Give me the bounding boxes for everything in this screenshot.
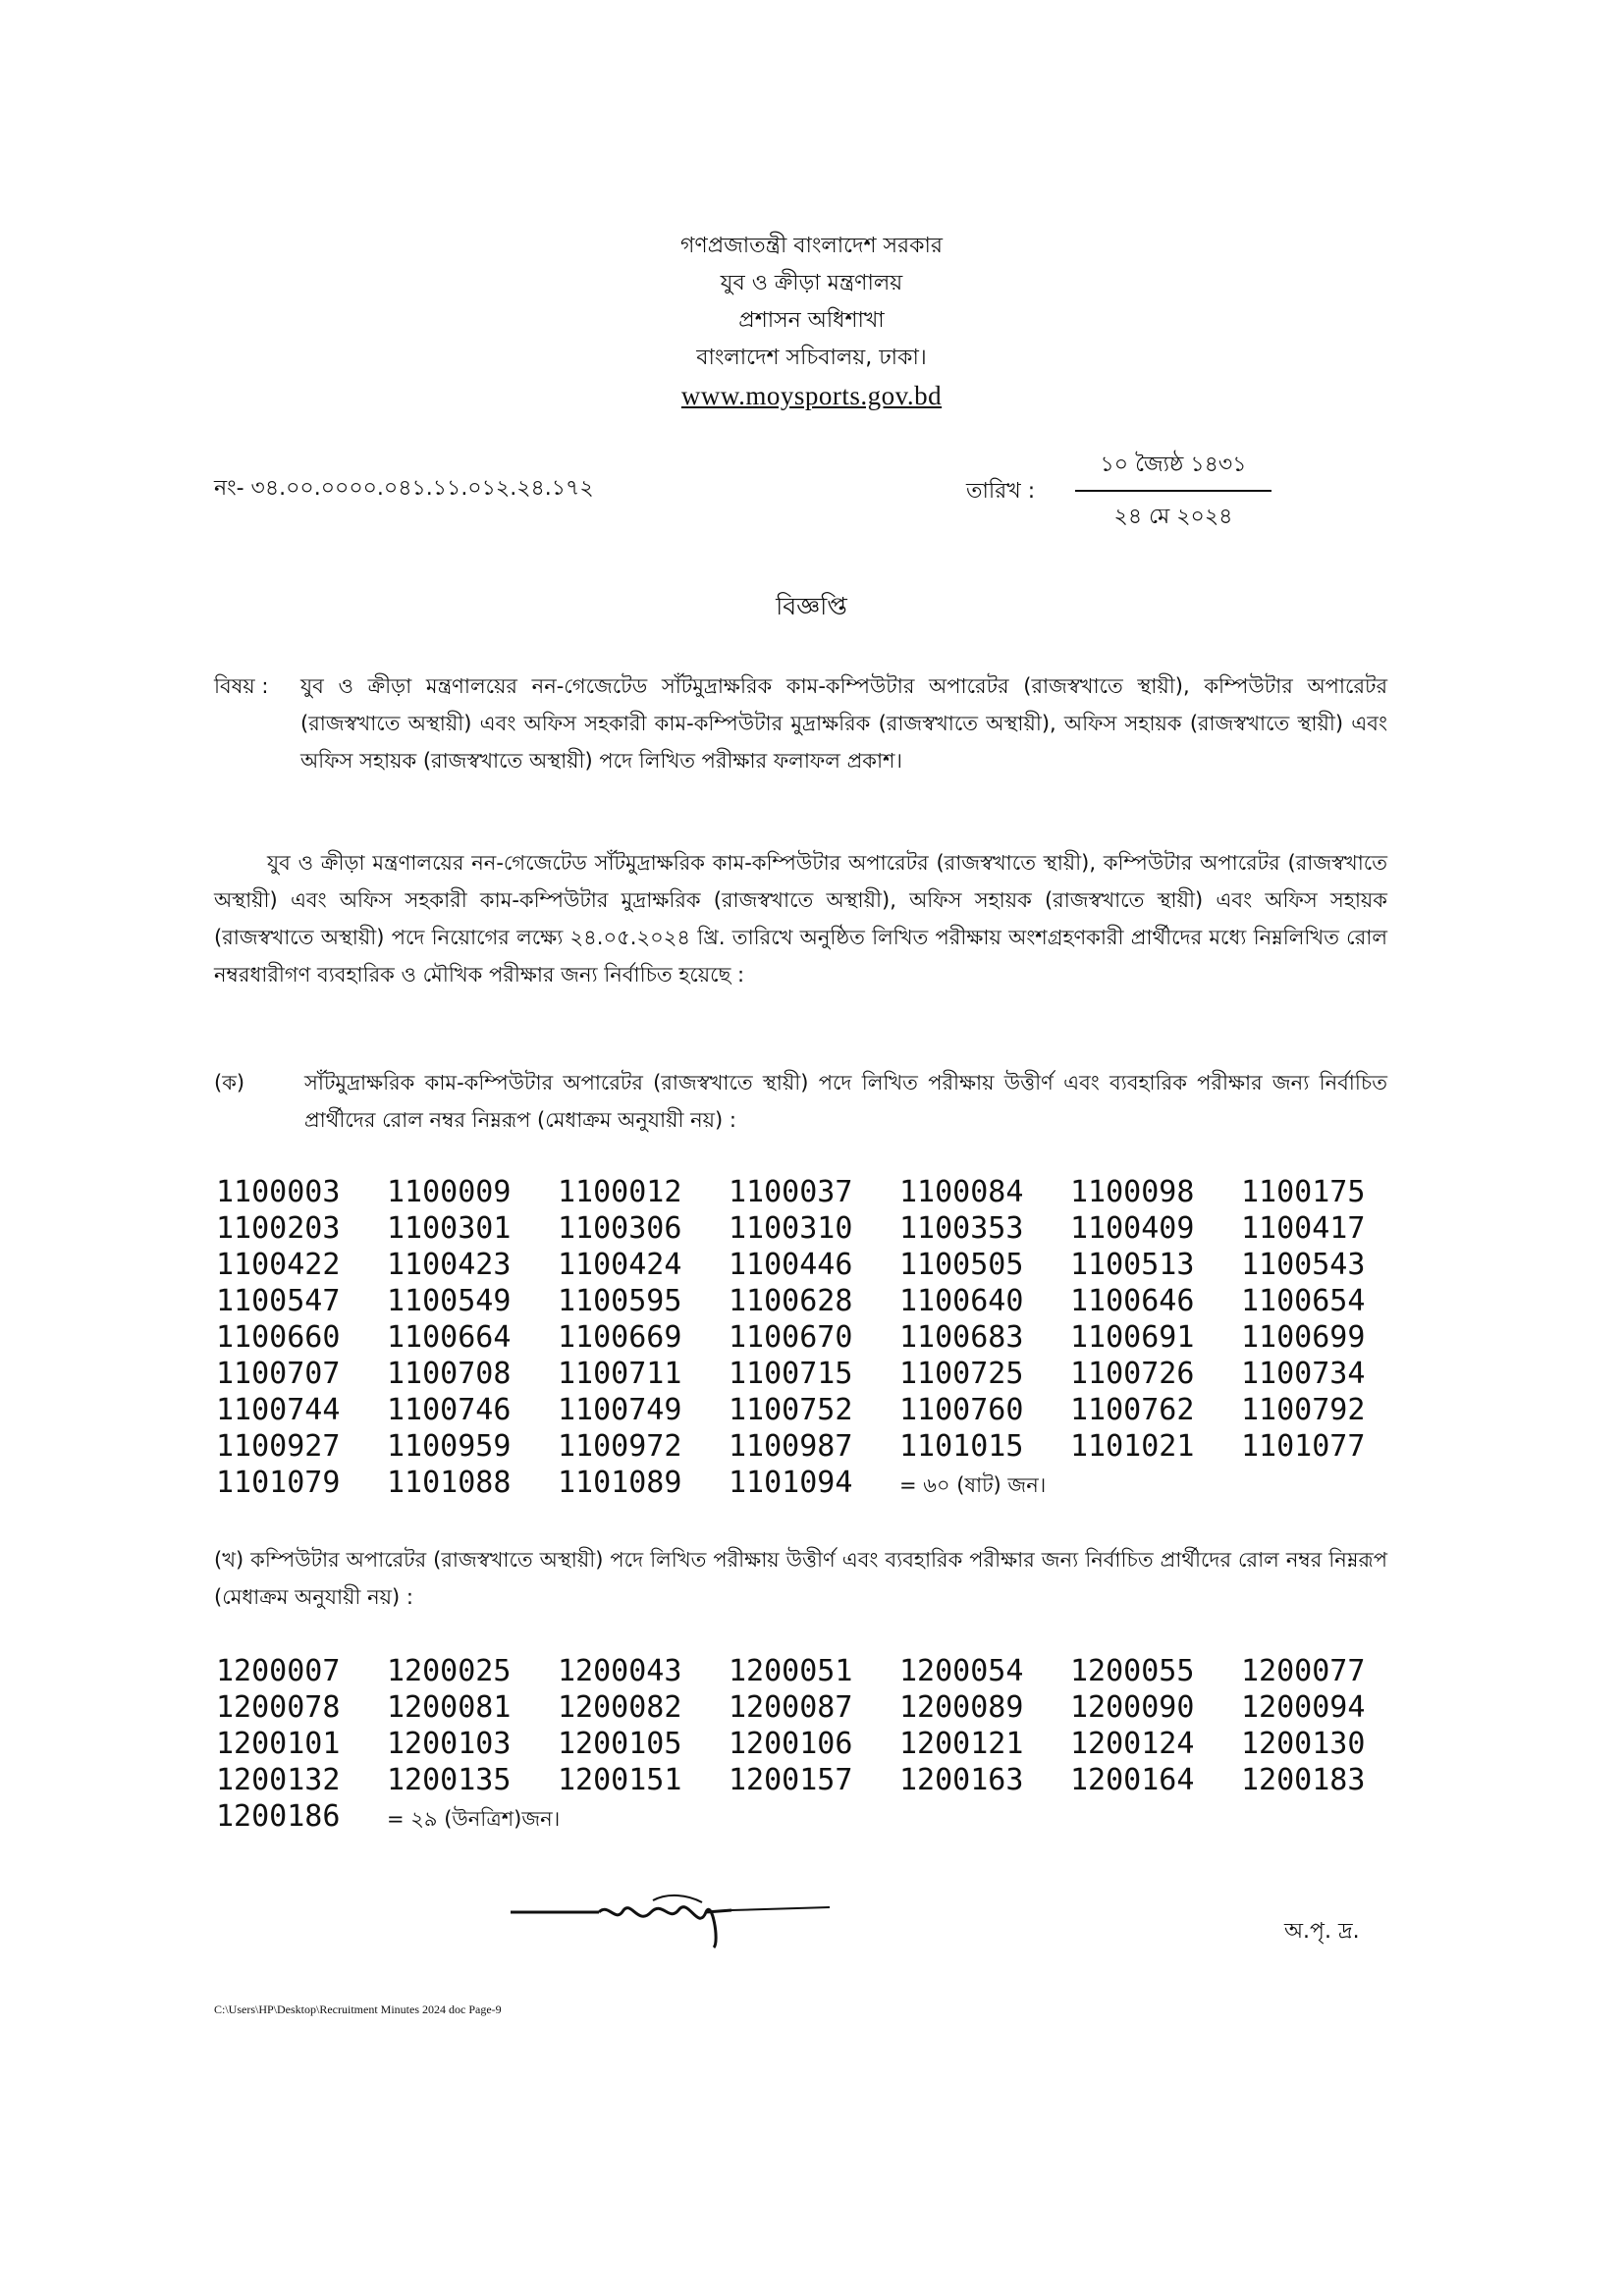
section-ka-roll-list	[216, 1174, 1394, 1504]
roll-number: 1100628	[729, 1284, 853, 1318]
roll-number: 1100301	[387, 1211, 512, 1246]
roll-grid	[216, 1174, 1394, 1465]
roll-number: 1100310	[729, 1211, 853, 1246]
roll-last-line	[216, 1798, 1394, 1838]
roll-number: 1200124	[1070, 1727, 1195, 1761]
roll-number: 1100927	[216, 1429, 341, 1464]
ministry-name: যুব ও ক্রীড়া মন্ত্রণালয়	[720, 271, 903, 295]
section-ka-heading	[214, 1064, 1387, 1139]
roll-number: 1101088	[387, 1466, 512, 1500]
roll-number: 1100353	[899, 1211, 1024, 1246]
roll-number: 1100744	[216, 1393, 341, 1427]
letterhead	[0, 228, 1623, 414]
roll-number: 1200132	[216, 1763, 341, 1797]
roll-number: 1100715	[729, 1357, 853, 1391]
roll-number: 1200157	[729, 1763, 853, 1797]
roll-number: 1100762	[1070, 1393, 1195, 1427]
roll-number: 1100691	[1070, 1320, 1195, 1355]
roll-number: 1101079	[216, 1466, 341, 1500]
roll-number: 1100699	[1241, 1320, 1366, 1355]
roll-number: 1200077	[1241, 1654, 1366, 1688]
roll-number: 1100792	[1241, 1393, 1366, 1427]
roll-number: 1200103	[387, 1727, 512, 1761]
roll-number: 1100752	[729, 1393, 853, 1427]
roll-number: 1200101	[216, 1727, 341, 1761]
subject-block	[214, 667, 1387, 779]
roll-number: 1200089	[899, 1690, 1024, 1725]
roll-number: 1100203	[216, 1211, 341, 1246]
roll-number: 1100424	[558, 1248, 682, 1282]
roll-last-line	[216, 1465, 1394, 1504]
roll-number: 1100646	[1070, 1284, 1195, 1318]
roll-number: 1100446	[729, 1248, 853, 1282]
section-kha-roll-list	[216, 1653, 1394, 1838]
roll-number: 1200135	[387, 1763, 512, 1797]
roll-number: 1200163	[899, 1763, 1024, 1797]
office-address: বাংলাদেশ সচিবালয়, ঢাকা।	[696, 346, 927, 370]
roll-number: 1100707	[216, 1357, 341, 1391]
roll-number: 1200078	[216, 1690, 341, 1725]
roll-number: 1100549	[387, 1284, 512, 1318]
notice-title: বিজ্ঞপ্তি	[776, 592, 847, 620]
roll-number: 1100505	[899, 1248, 1024, 1282]
roll-number: 1200051	[729, 1654, 853, 1688]
roll-number: 1200090	[1070, 1690, 1195, 1725]
roll-number: 1100009	[387, 1175, 512, 1209]
roll-number: 1100422	[216, 1248, 341, 1282]
roll-number: 1200055	[1070, 1654, 1195, 1688]
roll-number: 1100749	[558, 1393, 682, 1427]
roll-number: 1101015	[899, 1429, 1024, 1464]
roll-number: 1100543	[1241, 1248, 1366, 1282]
subject-label: বিষয় :	[214, 674, 269, 698]
roll-number: 1100959	[387, 1429, 512, 1464]
roll-number: 1200043	[558, 1654, 682, 1688]
roll-number: 1100547	[216, 1284, 341, 1318]
roll-number: 1101089	[558, 1466, 682, 1500]
roll-number: 1200106	[729, 1727, 853, 1761]
roll-number: 1100640	[899, 1284, 1024, 1318]
date-english: ২৪ মে ২০২৪	[1113, 505, 1233, 529]
govt-name: গণপ্রজাতন্ত্রী বাংলাদেশ সরকার	[679, 234, 944, 258]
roll-number: 1200094	[1241, 1690, 1366, 1725]
roll-number: 1100003	[216, 1175, 341, 1209]
roll-number: 1100664	[387, 1320, 512, 1355]
roll-number: 1200130	[1241, 1727, 1366, 1761]
signature	[506, 1883, 830, 1951]
roll-number: 1100746	[387, 1393, 512, 1427]
subject-text: যুব ও ক্রীড়া মন্ত্রণালয়ের নন-গেজেটেড সাঁটমুদ্রাক্ষরিক কাম-কম্পিউটার অপারেটর (রাজস্বখাতে স্থায়ী), কম্পিউটার অপারেটর (রাজস্বখাতে অস্থায়ী) এবং অফিস সহকারী কাম-কম্পিউটার মুদ্রাক্ষরিক (রাজস্বখাতে অস্থায়ী), অফিস সহায়ক (রাজস্বখাতে স্থায়ী) এবং অফিস সহায়ক (রাজস্বখাতে অস্থায়ী) পদে লিখিত পরীক্ষার ফলাফল প্রকাশ।	[300, 674, 1387, 773]
continued-overleaf-mark: অ.পৃ. দ্র.	[1284, 1919, 1360, 1944]
roll-number: 1100409	[1070, 1211, 1195, 1246]
roll-grid	[216, 1653, 1394, 1798]
memo-number: নং- ৩৪.০০.০০০০.০৪১.১১.০১২.২৪.১৭২	[214, 476, 594, 501]
roll-number: 1101094	[729, 1466, 853, 1500]
roll-number: 1100670	[729, 1320, 853, 1355]
roll-number: 1100987	[729, 1429, 853, 1464]
roll-number: 1100098	[1070, 1175, 1195, 1209]
date-label: তারিখ :	[966, 479, 1036, 504]
roll-number: 1200164	[1070, 1763, 1195, 1797]
roll-number: 1100084	[899, 1175, 1024, 1209]
roll-number: 1200025	[387, 1654, 512, 1688]
roll-number: 1100725	[899, 1357, 1024, 1391]
roll-number: 1100683	[899, 1320, 1024, 1355]
roll-number: 1100726	[1070, 1357, 1195, 1391]
roll-number: 1200007	[216, 1654, 341, 1688]
roll-number: 1100654	[1241, 1284, 1366, 1318]
roll-number: 1100595	[558, 1284, 682, 1318]
body-paragraph: যুব ও ক্রীড়া মন্ত্রণালয়ের নন-গেজেটেড সাঁটমুদ্রাক্ষরিক কাম-কম্পিউটার অপারেটর (রাজস্বখাতে স্থায়ী), কম্পিউটার অপারেটর (রাজস্বখাতে অস্থায়ী) এবং অফিস সহকারী কাম-কম্পিউটার মুদ্রাক্ষরিক (রাজস্বখাতে অস্থায়ী), অফিস সহায়ক (রাজস্বখাতে স্থায়ী) এবং অফিস সহায়ক (রাজস্বখাতে অস্থায়ী) পদে নিয়োগের লক্ষ্যে ২৪.০৫.২০২৪ খ্রি. তারিখে অনুষ্ঠিত লিখিত পরীক্ষায় অংশগ্রহণকারী প্রার্থীদের মধ্যে নিম্নলিখিত রোল নম্বরধারীগণ ব্যবহারিক ও মৌখিক পরীক্ষার জন্য নির্বাচিত হয়েছে :	[214, 851, 1387, 987]
roll-number: 1200081	[387, 1690, 512, 1725]
roll-number: 1200183	[1241, 1763, 1366, 1797]
roll-number: 1100513	[1070, 1248, 1195, 1282]
date-block	[1075, 448, 1271, 536]
branch-name: প্রশাসন অধিশাখা	[738, 308, 885, 333]
candidate-total: = ৬০ (ষাট) জন।	[899, 1473, 1047, 1497]
roll-number: 1200121	[899, 1727, 1024, 1761]
roll-number: 1100711	[558, 1357, 682, 1391]
roll-number: 1100012	[558, 1175, 682, 1209]
roll-number: 1200087	[729, 1690, 853, 1725]
roll-number: 1100734	[1241, 1357, 1366, 1391]
candidate-total: = ২৯ (উনত্রিশ)জন।	[387, 1807, 561, 1831]
website-link[interactable]: www.moysports.gov.bd	[680, 381, 943, 410]
roll-number: 1100972	[558, 1429, 682, 1464]
roll-number: 1100306	[558, 1211, 682, 1246]
roll-number: 1100708	[387, 1357, 512, 1391]
roll-number: 1100417	[1241, 1211, 1366, 1246]
roll-number: 1200186	[216, 1799, 341, 1834]
section-ka-text: সাঁটমুদ্রাক্ষরিক কাম-কম্পিউটার অপারেটর (রাজস্বখাতে স্থায়ী) পদে লিখিত পরীক্ষায় উত্তীর্ণ এবং ব্যবহারিক পরীক্ষার জন্য নির্বাচিত প্রার্থীদের রোল নম্বর নিম্নরূপ (মেধাক্রম অনুযায়ী নয়) :	[304, 1071, 1387, 1132]
section-kha-heading: (খ) কম্পিউটার অপারেটর (রাজস্বখাতে অস্থায়ী) পদে লিখিত পরীক্ষায় উত্তীর্ণ এবং ব্যবহারিক পরীক্ষার জন্য নির্বাচিত প্রার্থীদের রোল নম্বর নিম্নরূপ (মেধাক্রম অনুযায়ী নয়) :	[214, 1548, 1387, 1609]
roll-number: 1200054	[899, 1654, 1024, 1688]
section-ka-label: (ক)	[214, 1071, 245, 1095]
date-bangla: ১০ জ্যৈষ্ঠ ১৪৩১	[1075, 448, 1271, 492]
roll-number: 1101021	[1070, 1429, 1195, 1464]
roll-number: 1100760	[899, 1393, 1024, 1427]
roll-number: 1100660	[216, 1320, 341, 1355]
roll-number: 1100669	[558, 1320, 682, 1355]
roll-number: 1100175	[1241, 1175, 1366, 1209]
roll-number: 1100037	[729, 1175, 853, 1209]
file-path-footer: C:\Users\HP\Desktop\Recruitment Minutes 2024 doc Page-9	[214, 2002, 502, 2016]
roll-number: 1200082	[558, 1690, 682, 1725]
roll-number: 1100423	[387, 1248, 512, 1282]
roll-number: 1200151	[558, 1763, 682, 1797]
roll-number: 1200105	[558, 1727, 682, 1761]
roll-number: 1101077	[1241, 1429, 1366, 1464]
